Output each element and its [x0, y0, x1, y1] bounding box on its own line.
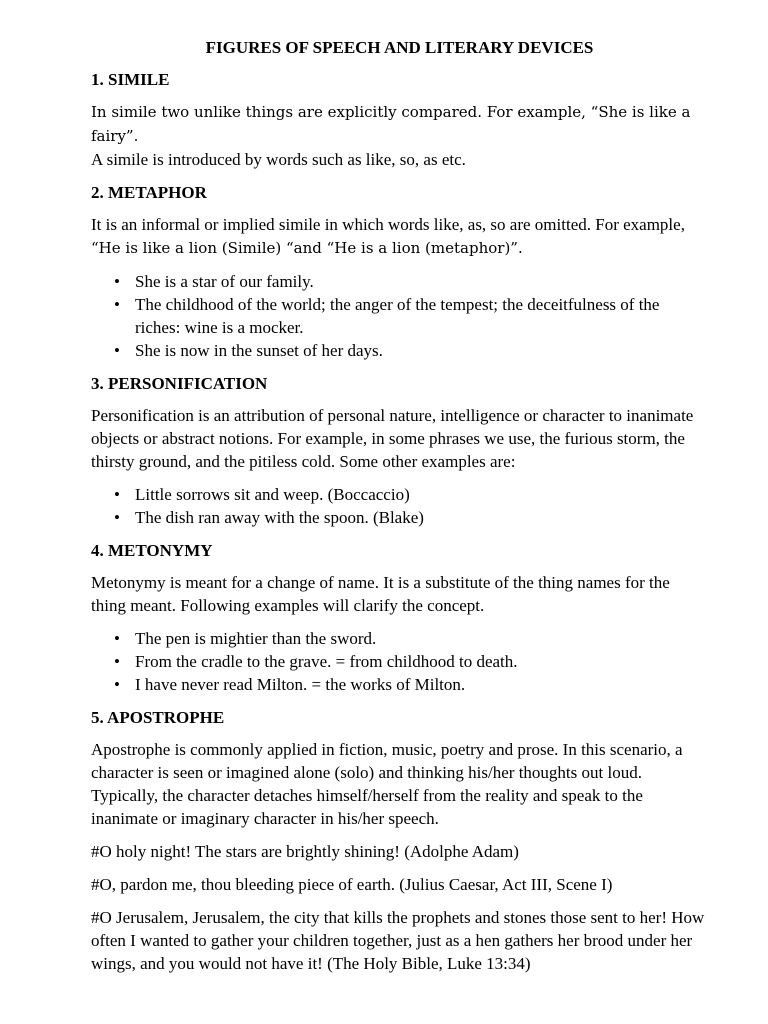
metaphor-examples-list	[91, 270, 708, 362]
apostrophe-example: #O holy night! The stars are brightly shining! (Adolphe Adam)	[91, 842, 519, 861]
bullet-icon: •	[114, 272, 120, 291]
list-item-text: The childhood of the world; the anger of the tempest; the deceitfulness of the riches: wine is a mocker.	[135, 295, 660, 337]
bullet-icon: •	[114, 485, 120, 504]
list-item-text: She is a star of our family.	[135, 272, 314, 291]
section-heading-apostrophe: 5. APOSTROPHE	[91, 708, 225, 727]
bullet-icon: •	[114, 341, 120, 360]
metaphor-definition-line: It is an informal or implied simile in which words like, as, so are omitted. For example,	[91, 215, 685, 234]
simile-definition-line: In simile two unlike things are explicitly compared. For example, “She is like a fairy”.	[91, 103, 691, 145]
bullet-icon: •	[114, 629, 120, 648]
bullet-icon: •	[114, 508, 120, 527]
section-heading-metaphor: 2. METAPHOR	[91, 183, 207, 202]
list-item-text: I have never read Milton. = the works of Milton.	[135, 675, 466, 694]
list-item-text: The pen is mightier than the sword.	[135, 629, 377, 648]
list-item	[114, 483, 708, 506]
simile-definition	[91, 100, 708, 171]
list-item-text: She is now in the sunset of her days.	[135, 341, 383, 360]
section-heading-metonymy: 4. METONYMY	[91, 541, 213, 560]
list-item-text: From the cradle to the grave. = from childhood to death.	[135, 652, 518, 671]
apostrophe-example: #O, pardon me, thou bleeding piece of earth. (Julius Caesar, Act III, Scene I)	[91, 875, 613, 894]
simile-definition-note: A simile is introduced by words such as like, so, as etc.	[91, 150, 466, 169]
metaphor-definition-example: “He is like a lion (Simile) “and “He is a lion (metaphor)”.	[91, 239, 523, 257]
document-title: FIGURES OF SPEECH AND LITERARY DEVICES	[205, 38, 594, 57]
list-item-text: Little sorrows sit and weep. (Boccaccio)	[135, 485, 410, 504]
bullet-icon: •	[114, 652, 120, 671]
section-heading-simile: 1. SIMILE	[91, 70, 170, 89]
apostrophe-example: #O Jerusalem, Jerusalem, the city that kills the prophets and stones those sent to her! How often I wanted to gather your children together, just as a hen gathers her brood under her wings, and you would not have it! (The Holy Bible, Luke 13:34)	[91, 908, 705, 973]
apostrophe-definition: Apostrophe is commonly applied in fiction, music, poetry and prose. In this scenario, a character is seen or imagined alone (solo) and thinking his/her thoughts out loud. Typically, the character detaches himself/herself from the reality and speak to the inanimate or imaginary character in his/her speech.	[91, 740, 683, 828]
list-item	[114, 270, 708, 293]
bullet-icon: •	[114, 675, 120, 694]
list-item-text: The dish ran away with the spoon. (Blake)	[135, 508, 424, 527]
list-item	[114, 293, 708, 339]
metonymy-examples-list	[91, 627, 708, 696]
personification-definition: Personification is an attribution of personal nature, intelligence or character to inanimate objects or abstract notions. For example, in some phrases we use, the furious storm, the thirsty ground, and the pitiless cold. Some other examples are:	[91, 406, 694, 471]
list-item	[114, 627, 708, 650]
list-item	[114, 339, 708, 362]
metonymy-definition: Metonymy is meant for a change of name. It is a substitute of the thing names for the thing meant. Following examples will clarify the concept.	[91, 573, 670, 615]
personification-examples-list	[91, 483, 708, 529]
list-item	[114, 506, 708, 529]
metaphor-definition	[91, 213, 708, 260]
bullet-icon: •	[114, 295, 120, 314]
list-item	[114, 650, 708, 673]
list-item	[114, 673, 708, 696]
section-heading-personification: 3. PERSONIFICATION	[91, 374, 268, 393]
